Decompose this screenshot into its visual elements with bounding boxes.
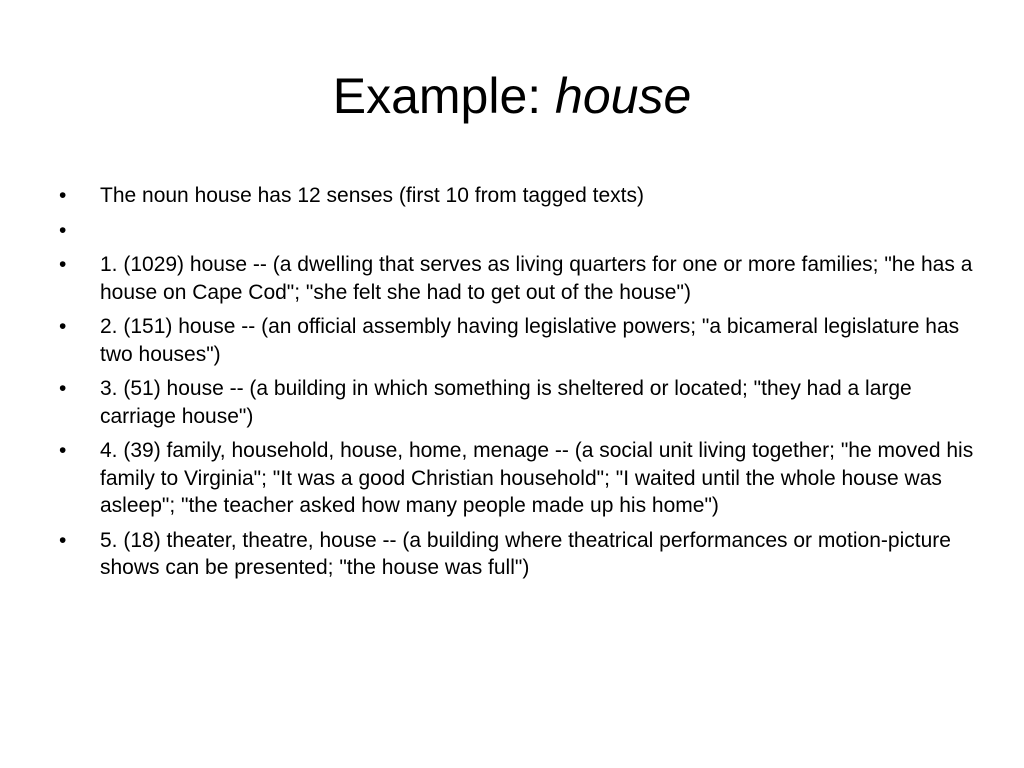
bullet-item bbox=[59, 182, 979, 210]
bullet-text: 3. (51) house -- (a building in which something is sheltered or located; "they had a large carriage house") bbox=[100, 377, 912, 428]
bullet-item bbox=[59, 251, 979, 306]
bullet-item bbox=[59, 217, 979, 245]
bullet-item bbox=[59, 313, 979, 368]
bullet-icon: • bbox=[59, 315, 67, 338]
bullet-icon: • bbox=[59, 528, 67, 552]
bullet-icon: • bbox=[59, 253, 67, 276]
bullet-text: 5. (18) theater, theatre, house -- (a building where theatrical performances or motion-picture shows can be presented; "the house was full") bbox=[100, 528, 951, 579]
bullet-item bbox=[59, 375, 979, 430]
bullet-icon: • bbox=[59, 218, 67, 242]
bullet-list bbox=[59, 182, 979, 589]
bullet-text: 4. (39) family, household, house, home, menage -- (a social unit living together; "he moved his family to Virginia"; "It was a good Christian household"; "I waited until the whole house was asleep"; "the teacher asked how many people made up his home") bbox=[100, 439, 974, 517]
bullet-icon: • bbox=[59, 184, 67, 207]
bullet-icon: • bbox=[59, 439, 67, 462]
title-emphasis: house bbox=[555, 68, 692, 124]
bullet-text: 1. (1029) house -- (a dwelling that serves as living quarters for one or more families; "he has a house on Cape Cod"; "she felt she had to get out of the house") bbox=[100, 253, 973, 304]
bullet-item bbox=[59, 437, 979, 520]
bullet-text: The noun house has 12 senses (first 10 from tagged texts) bbox=[100, 184, 644, 207]
bullet-text: 2. (151) house -- (an official assembly having legislative powers; "a bicameral legislature has two houses") bbox=[100, 315, 960, 366]
bullet-item bbox=[59, 527, 979, 582]
bullet-icon: • bbox=[59, 377, 67, 400]
title-prefix: Example: bbox=[332, 68, 556, 124]
slide-title bbox=[0, 66, 1024, 126]
